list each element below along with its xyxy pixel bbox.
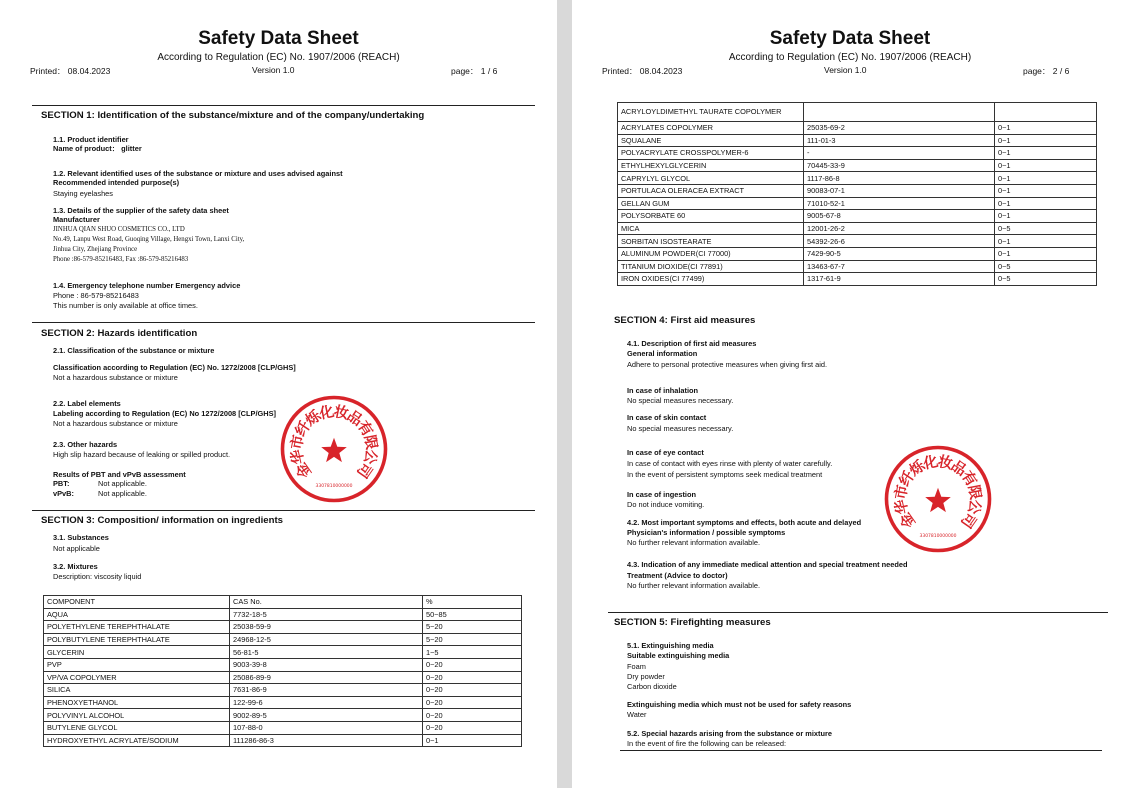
section-3-title: SECTION 3: Composition/ information on ingredients — [41, 515, 283, 526]
table-row — [44, 633, 522, 646]
cas-cell: 1117-86-8 — [804, 172, 995, 185]
version: Version 1.0 — [252, 65, 295, 75]
skin-contact-value: No special measures necessary. — [627, 424, 734, 433]
seal-serial: 3307810000000 — [919, 534, 957, 540]
heading-3-2: 3.2. Mixtures — [53, 562, 98, 571]
cas-cell: 25086-89-9 — [230, 671, 423, 684]
heading-2-2: 2.2. Label elements — [53, 399, 121, 408]
table-row — [44, 646, 522, 659]
cas-cell: 25038-59-9 — [230, 621, 423, 634]
labeling-value: Not a hazardous substance or mixture — [53, 419, 178, 428]
address-line: Phone :86-579-85216483, Fax :86-579-85216483 — [53, 256, 189, 263]
table-row — [618, 260, 1097, 273]
divider — [608, 612, 1108, 613]
cas-cell — [804, 103, 995, 122]
seal-char: 公 — [964, 497, 984, 516]
seal-char: 品 — [343, 407, 366, 430]
seal-char: 有 — [957, 468, 981, 490]
cas-cell: 111-01-3 — [804, 134, 995, 147]
percent-cell: 0~1 — [995, 197, 1097, 210]
table-row — [44, 671, 522, 684]
table-row — [618, 184, 1097, 197]
page-1 — [0, 0, 557, 788]
heading-3-1: 3.1. Substances — [53, 533, 109, 542]
table-row — [44, 734, 522, 747]
vpvb-label: vPvB: — [53, 489, 74, 498]
percent-cell: 0~20 — [423, 721, 522, 734]
heading-1-1: 1.1. Product identifier — [53, 135, 129, 144]
company-seal-graphic — [882, 443, 994, 555]
vpvb-value: Not applicable. — [98, 489, 147, 498]
percent-cell: 5~20 — [423, 633, 522, 646]
classification-value: Not a hazardous substance or mixture — [53, 373, 178, 382]
section-2-title: SECTION 2: Hazards identification — [41, 328, 198, 339]
other-hazards-value: High slip hazard because of leaking or spilled product. — [53, 450, 231, 459]
cas-cell: 9003-39-8 — [230, 658, 423, 671]
percent-cell: 0~1 — [995, 247, 1097, 260]
component-cell: POLYBUTYLENE TEREPHTHALATE — [44, 633, 230, 646]
component-cell: PHENOXYETHANOL — [44, 696, 230, 709]
eye-contact-label: In case of eye contact — [627, 448, 704, 457]
manufacturer-label: Manufacturer — [53, 215, 100, 224]
table-row — [44, 684, 522, 697]
cas-cell: 24968-12-5 — [230, 633, 423, 646]
pbt-label: PBT: — [53, 479, 70, 488]
component-cell: SORBITAN ISOSTEARATE — [618, 235, 804, 248]
cas-cell: 1317-61-9 — [804, 273, 995, 286]
table-row — [44, 608, 522, 621]
labeling-label: Labeling according to Regulation (EC) No 1272/2008 [CLP/GHS] — [53, 409, 276, 418]
component-cell: PORTULACA OLERACEA EXTRACT — [618, 184, 804, 197]
cas-cell: 9002-89-5 — [230, 709, 423, 722]
table-row — [618, 147, 1097, 160]
percent-cell: 0~1 — [995, 210, 1097, 223]
percent-cell: 0~5 — [995, 260, 1097, 273]
cas-cell: 54392-26-6 — [804, 235, 995, 248]
product-name: Name of product： glitter — [53, 144, 142, 153]
company-seal-graphic — [278, 393, 390, 505]
column-header: % — [423, 596, 522, 609]
section-4-title: SECTION 4: First aid measures — [614, 315, 756, 326]
component-cell: POLYACRYLATE CROSSPOLYMER-6 — [618, 147, 804, 160]
table-header-row — [44, 596, 522, 609]
percent-cell: 5~20 — [423, 621, 522, 634]
percent-cell: 0~20 — [423, 671, 522, 684]
percent-cell — [995, 103, 1097, 122]
percent-cell: 0~20 — [423, 684, 522, 697]
page-number: page： 1 / 6 — [451, 66, 498, 76]
percent-cell: 0~20 — [423, 658, 522, 671]
seal-char: 有 — [353, 418, 377, 440]
percent-cell: 0~1 — [995, 172, 1097, 185]
heading-5-2: 5.2. Special hazards arising from the substance or mixture — [627, 729, 832, 738]
component-cell: ACRYLATES COPOLYMER — [618, 122, 804, 135]
cas-cell: 7429-90-5 — [804, 247, 995, 260]
percent-cell: 0~5 — [995, 273, 1097, 286]
table-row — [44, 621, 522, 634]
table-row — [618, 273, 1097, 286]
heading-1-2: 1.2. Relevant identified uses of the substance or mixture and uses advised against — [53, 169, 343, 178]
media-item: Carbon dioxide — [627, 682, 677, 691]
component-cell: SQUALANE — [618, 134, 804, 147]
inhalation-value: No special measures necessary. — [627, 396, 734, 405]
table-row — [44, 658, 522, 671]
cas-cell: 9005-67-8 — [804, 210, 995, 223]
cas-cell: 56-81-5 — [230, 646, 423, 659]
cas-cell: 7631-86-9 — [230, 684, 423, 697]
doc-title: Safety Data Sheet — [198, 28, 359, 49]
component-cell: CAPRYLYL GLYCOL — [618, 172, 804, 185]
percent-cell: 0~1 — [995, 122, 1097, 135]
heading-4-3: 4.3. Indication of any immediate medical attention and special treatment needed — [627, 560, 908, 569]
table-row — [618, 134, 1097, 147]
ingestion-label: In case of ingestion — [627, 490, 696, 499]
component-cell: ACRYLOYLDIMETHYL TAURATE COPOLYMER — [618, 103, 804, 122]
seal-char: 纤 — [291, 418, 315, 440]
seal-char: 烁 — [906, 457, 929, 480]
cas-cell: 107-88-0 — [230, 721, 423, 734]
skin-contact-label: In case of skin contact — [627, 413, 707, 422]
heading-2-3: 2.3. Other hazards — [53, 440, 118, 449]
physician-label: Physician's information / possible symptoms — [627, 528, 786, 537]
heading-5-1: 5.1. Extinguishing media — [627, 641, 714, 650]
cas-cell: 111286-86-3 — [230, 734, 423, 747]
percent-cell: 0~1 — [995, 235, 1097, 248]
classification-label: Classification according to Regulation (EC) No. 1272/2008 [CLP/GHS] — [53, 363, 296, 372]
component-cell: ALUMINUM POWDER(CI 77000) — [618, 247, 804, 260]
component-cell: SILICA — [44, 684, 230, 697]
address-line: No.49, Lanpu West Road, Guoqing Village, Hengxi Town, Lanxi City, — [53, 236, 245, 243]
table-row — [44, 709, 522, 722]
component-cell: MICA — [618, 222, 804, 235]
treatment-value: No further relevant information available. — [627, 581, 761, 590]
percent-cell: 0~1 — [995, 159, 1097, 172]
mixture-description: Description: viscosity liquid — [53, 572, 142, 581]
component-cell: POLYSORBATE 60 — [618, 210, 804, 223]
percent-cell: 50~85 — [423, 608, 522, 621]
percent-cell: 0~20 — [423, 696, 522, 709]
component-cell: IRON OXIDES(CI 77499) — [618, 273, 804, 286]
component-cell: HYDROXYETHYL ACRYLATE/SODIUM — [44, 734, 230, 747]
component-cell: POLYETHYLENE TEREPHTHALATE — [44, 621, 230, 634]
use-label: Recommended intended purpose(s) — [53, 178, 180, 187]
percent-cell: 0~5 — [995, 222, 1097, 235]
substances-value: Not applicable — [53, 544, 100, 553]
seal-char: 市 — [891, 483, 912, 501]
seal-char: 烁 — [302, 407, 325, 430]
printed-date: Printed： 08.04.2023 — [30, 66, 111, 76]
table-row — [618, 172, 1097, 185]
percent-cell: 0~1 — [995, 147, 1097, 160]
seal-char: 妆 — [332, 402, 351, 423]
seal-char: 司 — [957, 509, 980, 532]
seal-char: 华 — [892, 497, 912, 516]
column-header: CAS No. — [230, 596, 423, 609]
composition-table-continued — [617, 102, 1097, 286]
regulation-line: According to Regulation (EC) No. 1907/2006 (REACH) — [728, 52, 972, 63]
section-1-title: SECTION 1: Identification of the substance/mixture and of the company/undertaking — [41, 110, 425, 121]
office-hours: This number is only available at office times. — [53, 301, 198, 310]
seal-char: 妆 — [936, 452, 955, 473]
cas-cell: 13463-67-7 — [804, 260, 995, 273]
percent-cell: 0~20 — [423, 709, 522, 722]
seal-char: 市 — [287, 433, 308, 451]
cas-cell: 70445-33-9 — [804, 159, 995, 172]
address-line: Jinhua City, Zhejiang Province — [53, 246, 138, 253]
emergency-phone: Phone : 86-579-85216483 — [53, 291, 139, 300]
cas-cell: 71010-52-1 — [804, 197, 995, 210]
divider — [32, 510, 535, 511]
component-cell: GLYCERIN — [44, 646, 230, 659]
seal-char: 化 — [317, 402, 336, 423]
version: Version 1.0 — [824, 65, 867, 75]
seal-char: 司 — [353, 459, 376, 482]
seal-char: 金 — [292, 459, 315, 482]
table-row — [618, 247, 1097, 260]
eye-contact-value: In case of contact with eyes rinse with plenty of water carefully. — [627, 459, 833, 468]
table-row — [618, 103, 1097, 122]
inhalation-label: In case of inhalation — [627, 386, 699, 395]
component-cell: TITANIUM DIOXIDE(CI 77891) — [618, 260, 804, 273]
page-number: page： 2 / 6 — [1023, 66, 1070, 76]
ingestion-value: Do not induce vomiting. — [627, 500, 705, 509]
divider — [32, 322, 535, 323]
seal-char: 纤 — [895, 468, 919, 490]
treatment-label: Treatment (Advice to doctor) — [627, 571, 728, 580]
heading-2-1: 2.1. Classification of the substance or mixture — [53, 346, 215, 355]
heading-1-3: 1.3. Details of the supplier of the safety data sheet — [53, 206, 229, 215]
table-row — [618, 210, 1097, 223]
media-item: Foam — [627, 662, 646, 671]
printed-date: Printed： 08.04.2023 — [602, 66, 683, 76]
table-row — [618, 222, 1097, 235]
seal-char: 品 — [947, 457, 970, 480]
component-cell: ETHYLHEXYLGLYCERIN — [618, 159, 804, 172]
percent-cell: 0~1 — [995, 184, 1097, 197]
table-row — [618, 122, 1097, 135]
unsuitable-media-label: Extinguishing media which must not be used for safety reasons — [627, 700, 852, 709]
divider — [620, 750, 1102, 751]
company-seal — [882, 443, 994, 555]
component-cell: VP/VA COPOLYMER — [44, 671, 230, 684]
seal-char: 公 — [360, 447, 380, 466]
seal-char: 限 — [964, 483, 985, 501]
use-value: Staying eyelashes — [53, 189, 113, 198]
seal-char: 华 — [288, 447, 308, 466]
composition-table — [43, 595, 522, 747]
table-row — [618, 235, 1097, 248]
general-info-value: Adhere to personal protective measures when giving first aid. — [627, 360, 828, 369]
table-row — [618, 159, 1097, 172]
cas-cell: 90083-07-1 — [804, 184, 995, 197]
cas-cell: 25035-69-2 — [804, 122, 995, 135]
component-cell: BUTYLENE GLYCOL — [44, 721, 230, 734]
percent-cell: 0~1 — [995, 134, 1097, 147]
component-cell: AQUA — [44, 608, 230, 621]
section-5-title: SECTION 5: Firefighting measures — [614, 617, 771, 628]
seal-star-icon — [925, 488, 951, 512]
doc-title: Safety Data Sheet — [769, 28, 931, 49]
heading-4-1: 4.1. Description of first aid measures — [627, 339, 757, 348]
seal-char: 金 — [896, 509, 919, 532]
heading-4-2: 4.2. Most important symptoms and effects, both acute and delayed — [627, 518, 862, 527]
media-item: Dry powder — [627, 672, 665, 681]
component-cell: PVP — [44, 658, 230, 671]
percent-cell: 0~1 — [423, 734, 522, 747]
general-info-label: General information — [627, 349, 698, 358]
pbt-heading: Results of PBT and vPvB assessment — [53, 470, 186, 479]
divider — [32, 105, 535, 106]
seal-char: 限 — [360, 433, 381, 451]
seal-char: 化 — [921, 452, 940, 473]
physician-value: No further relevant information available. — [627, 538, 761, 547]
component-cell: GELLAN GUM — [618, 197, 804, 210]
address-line: JINHUA QIAN SHUO COSMETICS CO., LTD — [53, 226, 185, 233]
table-row — [44, 696, 522, 709]
suitable-media-label: Suitable extinguishing media — [627, 651, 730, 660]
cas-cell: 122-99-6 — [230, 696, 423, 709]
table-row — [618, 197, 1097, 210]
component-cell: POLYVINYL ALCOHOL — [44, 709, 230, 722]
table-row — [44, 721, 522, 734]
heading-1-4: 1.4. Emergency telephone number Emergency advice — [53, 281, 241, 290]
seal-serial: 3307810000000 — [315, 484, 353, 490]
seal-star-icon — [321, 438, 347, 462]
cas-cell: - — [804, 147, 995, 160]
percent-cell: 1~5 — [423, 646, 522, 659]
cas-cell: 12001-26-2 — [804, 222, 995, 235]
cas-cell: 7732-18-5 — [230, 608, 423, 621]
eye-contact-value-2: In the event of persistent symptoms seek medical treatment — [627, 470, 823, 479]
pbt-value: Not applicable. — [98, 479, 147, 488]
company-seal — [278, 393, 390, 505]
regulation-line: According to Regulation (EC) No. 1907/2006 (REACH) — [157, 52, 400, 63]
unsuitable-media-value: Water — [627, 710, 647, 719]
heading-5-2-value: In the event of fire the following can be released: — [627, 739, 786, 748]
column-header: COMPONENT — [44, 596, 230, 609]
page-2 — [572, 0, 1128, 788]
